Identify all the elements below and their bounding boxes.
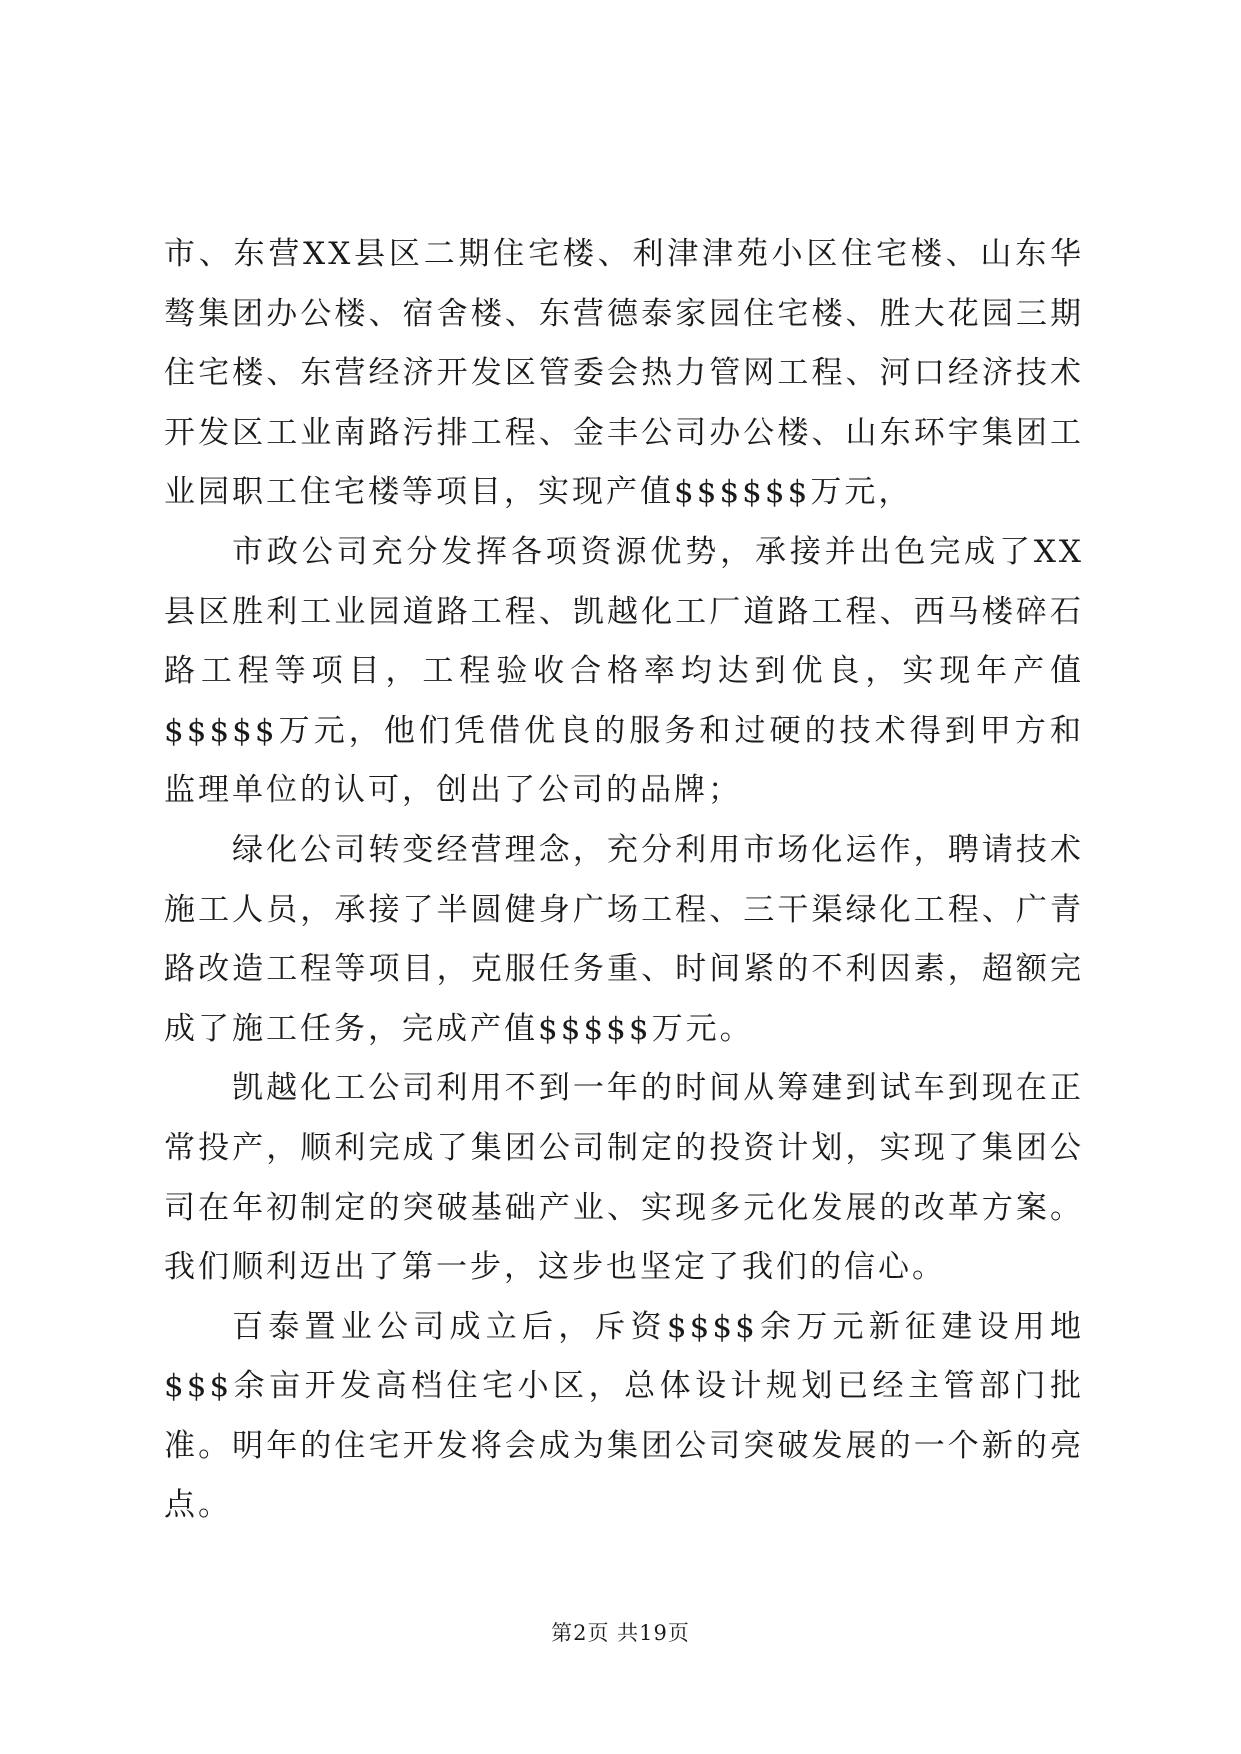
- paragraph: 凯越化工公司利用不到一年的时间从筹建到试车到现在正常投产，顺利完成了集团公司制定的投资计划，实现了集团公司在年初制定的突破基础产业、实现多元化发展的改革方案。我们顺利迈出了第一步，这步也坚定了我们的信心。: [164, 1070, 1084, 1286]
- paragraph: 百泰置业公司成立后，斥资$$$$余万元新征建设用地$$$余亩开发高档住宅小区，总体设计规划已经主管部门批准。明年的住宅开发将会成为集团公司突破发展的一个新的亮点。: [164, 1308, 1084, 1524]
- paragraph: 市、东营XX县区二期住宅楼、利津津苑小区住宅楼、山东华骜集团办公楼、宿舍楼、东营德泰家园住宅楼、胜大花园三期住宅楼、东营经济开发区管委会热力管网工程、河口经济技术开发区工业南路污排工程、金丰公司办公楼、山东环宇集团工业园职工住宅楼等项目，实现产值$$$$$$万元，: [164, 236, 1084, 511]
- paragraph: 绿化公司转变经营理念，充分利用市场化运作，聘请技术施工人员，承接了半圆健身广场工程、三干渠绿化工程、广青路改造工程等项目，克服任务重、时间紧的不利因素，超额完成了施工任务，完成产值$$$$$万元。: [164, 831, 1084, 1047]
- paragraph: 市政公司充分发挥各项资源优势，承接并出色完成了XX县区胜利工业园道路工程、凯越化工厂道路工程、西马楼碎石路工程等项目，工程验收合格率均达到优良，实现年产值$$$$$万元，他们凭借优良的服务和过硬的技术得到甲方和监理单位的认可，创出了公司的品牌；: [164, 533, 1084, 809]
- document-body: [164, 225, 1084, 1536]
- page-number-footer: 第2页 共19页: [551, 1621, 690, 1645]
